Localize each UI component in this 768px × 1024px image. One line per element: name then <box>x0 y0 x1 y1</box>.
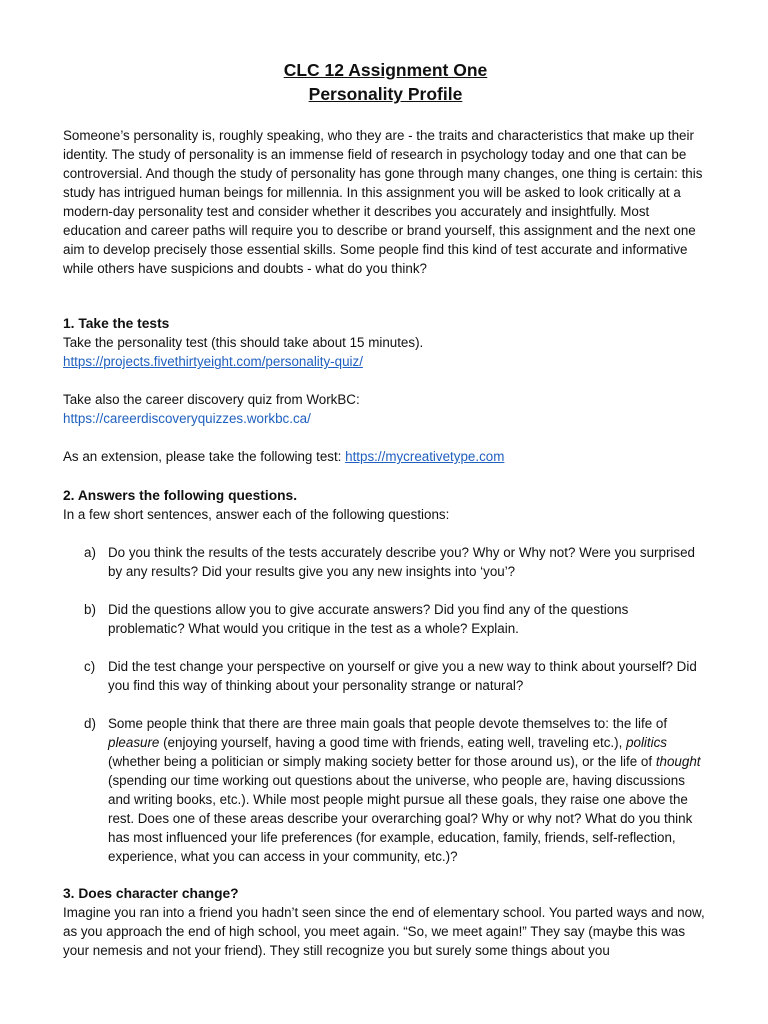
thought-emphasis: thought <box>655 754 701 769</box>
intro-paragraph: Someone’s personality is, roughly speaking, who they are - the traits and characteristics that make up their identity. The study of personality is an immense field of research in psychology today and one that can be controversial. And though the study of personality has gone through many changes, one thing is certain: this study has intrigued human beings for millennia. In this assignment you will be asked to look critically at a modern-day personality test and consider whether it describes you accurately and insightfully. Most education and career paths will require you to describe or brand yourself, this assignment and the next one aim to develop precisely those essential skills. Some people find this kind of test accurate and informative while others have suspicions and doubts - what do you think? <box>63 128 703 276</box>
section-character-change <box>63 884 708 960</box>
section-1-heading: 1. Take the tests <box>63 316 170 331</box>
section-take-tests <box>63 314 708 466</box>
question-d-part-2: (enjoying yourself, having a good time with friends, eating well, traveling etc.), <box>159 735 627 750</box>
question-text: Do you think the results of the tests accurately describe you? Why or Why not? Were you surprised by any results? Did your results give you any new insights into ‘you’? <box>108 545 695 579</box>
section-3-heading: 3. Does character change? <box>63 886 239 901</box>
question-text: Did the questions allow you to give accurate answers? Did you find any of the questions problematic? What would you critique in the test as a whole? Explain. <box>108 602 629 636</box>
question-c <box>63 657 708 695</box>
question-text: Did the test change your perspective on yourself or give you a new way to think about yourself? Did you find this way of thinking about your personality strange or natural? <box>108 659 697 693</box>
title-line-1: CLC 12 Assignment One <box>283 60 488 80</box>
question-marker: a) <box>84 545 96 560</box>
title-line-2: Personality Profile <box>308 84 463 104</box>
career-quiz-link[interactable]: https://careerdiscoveryquizzes.workbc.ca/ <box>63 411 311 426</box>
question-text <box>108 716 701 864</box>
question-d-part-3: (whether being a politician or simply making society better for those around us), or the life of <box>108 754 656 769</box>
question-marker: c) <box>84 659 96 674</box>
document-page <box>63 58 708 960</box>
question-d-part-4: (spending our time working out questions about the universe, who people are, having discussions and writing books, etc.). While most people might pursue all these goals, they raise one above the rest. Does one of these areas describe your overarching goal? Why or why not? What do you think has most influenced your life preferences (for example, education, family, friends, self-reflection, experience, what you can access in your community, etc.)? <box>108 773 693 864</box>
section-2-heading: 2. Answers the following questions. <box>63 488 298 503</box>
section-1-line-3 <box>63 447 708 466</box>
creative-type-link[interactable]: https://mycreativetype.com <box>345 449 505 464</box>
question-d <box>63 714 708 866</box>
document-title <box>63 58 708 106</box>
personality-quiz-link[interactable]: https://projects.fivethirtyeight.com/personality-quiz/ <box>63 354 363 369</box>
extension-text: As an extension, please take the following test: <box>63 449 346 464</box>
question-list <box>63 543 708 866</box>
section-1-line-2: Take also the career discovery quiz from WorkBC: <box>63 392 360 407</box>
section-3-text: Imagine you ran into a friend you hadn’t seen since the end of elementary school. You parted ways and now, as you approach the end of high school, you meet again. “So, we meet again!” They say (maybe this was your nemesis and not your friend). They still recognize you but surely some things about you <box>63 905 705 958</box>
question-marker: b) <box>84 602 96 617</box>
politics-emphasis: politics <box>626 735 667 750</box>
question-a <box>63 543 708 581</box>
section-1-line-1: Take the personality test (this should take about 15 minutes). <box>63 335 424 350</box>
pleasure-emphasis: pleasure <box>108 735 160 750</box>
section-answer-questions <box>63 486 708 866</box>
section-2-intro: In a few short sentences, answer each of the following questions: <box>63 507 450 522</box>
question-b <box>63 600 708 638</box>
question-d-part-1: Some people think that there are three main goals that people devote themselves to: the life of <box>108 716 668 731</box>
question-marker: d) <box>84 716 96 731</box>
